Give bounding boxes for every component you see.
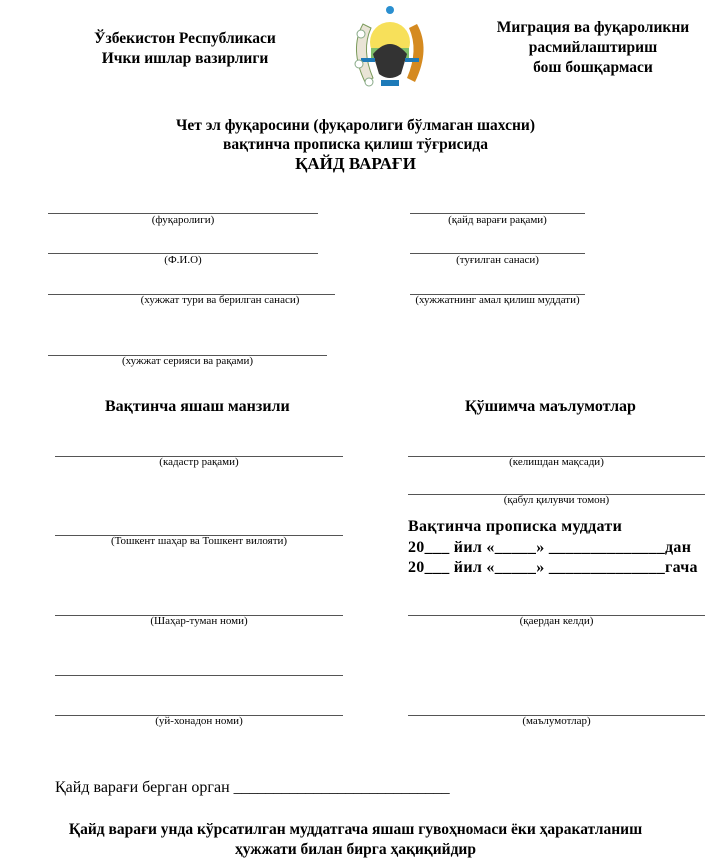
term-to[interactable]: 20___ йил «_____» ______________гача (408, 559, 698, 576)
origin-label: (қаердан келди) (519, 615, 594, 627)
registration-term (408, 517, 698, 579)
additional-info-heading: Қўшимча маълумотлар (465, 398, 636, 415)
validity-note (0, 820, 711, 860)
term-heading: Вақтинча прописка муддати (408, 518, 623, 535)
validity-note-line-2: ҳужжати билан бирга ҳақиқийдир (235, 841, 476, 858)
ministry-line-1: Ўзбекистон Республикаси (94, 30, 276, 47)
full-name-label: (Ф.И.О) (164, 254, 202, 266)
temporary-address-heading: Вақтинча яшаш манзили (105, 398, 290, 415)
title-line-1: Чет эл фуқаросини (фуқаролиги бўлмаган шахсни) (175, 117, 536, 134)
purpose-label: (келишдан мақсади) (509, 456, 604, 468)
region-label: (Тошкент шаҳар ва Тошкент вилояти) (110, 535, 288, 547)
doc-series-label: (хужжат серияси ва рақами) (121, 355, 254, 367)
doc-validity-label: (хужжатнинг амал қилиш муддати) (415, 294, 580, 306)
validity-note-line-1: Қайд варағи унда кўрсатилган муддатгача яшаш гувоҳномаси ёки ҳаракатланиш (68, 821, 643, 838)
district-label: (Шаҳар-туман номи) (150, 615, 248, 627)
state-emblem-icon (343, 4, 437, 92)
cadastre-label: (кадастр рақами) (159, 456, 239, 468)
term-from[interactable]: 20___ йил «_____» ______________дан (408, 538, 692, 556)
notes-label: (маълумотлар) (522, 715, 591, 727)
ministry-line-2: Ички ишлар вазирлиги (101, 50, 269, 67)
title-line-3: ҚАЙД ВАРАҒИ (295, 154, 416, 173)
house-label: (уй-хонадон номи) (155, 715, 243, 727)
citizenship-label: (фуқаролиги) (151, 214, 215, 226)
birth-date-label: (туғилган санаси) (456, 254, 539, 266)
record-number-label: (қайд варағи рақами) (448, 214, 547, 226)
department-name (470, 18, 711, 78)
form-title (0, 116, 711, 173)
department-line-3: бош бошқармаси (533, 59, 653, 76)
street-line[interactable] (55, 675, 343, 676)
department-line-1: Миграция ва фуқароликни (496, 19, 690, 36)
ministry-name (70, 29, 300, 69)
host-label: (қабул қилувчи томон) (503, 494, 610, 506)
issuing-authority-field[interactable]: Қайд варағи берган орган ___________________________ (55, 779, 450, 796)
doc-type-date-label: (хужжат тури ва берилган санаси) (140, 294, 300, 306)
title-line-2: вақтинча прописка қилиш тўғрисида (222, 136, 489, 153)
department-line-2: расмийлаштириш (528, 39, 658, 56)
